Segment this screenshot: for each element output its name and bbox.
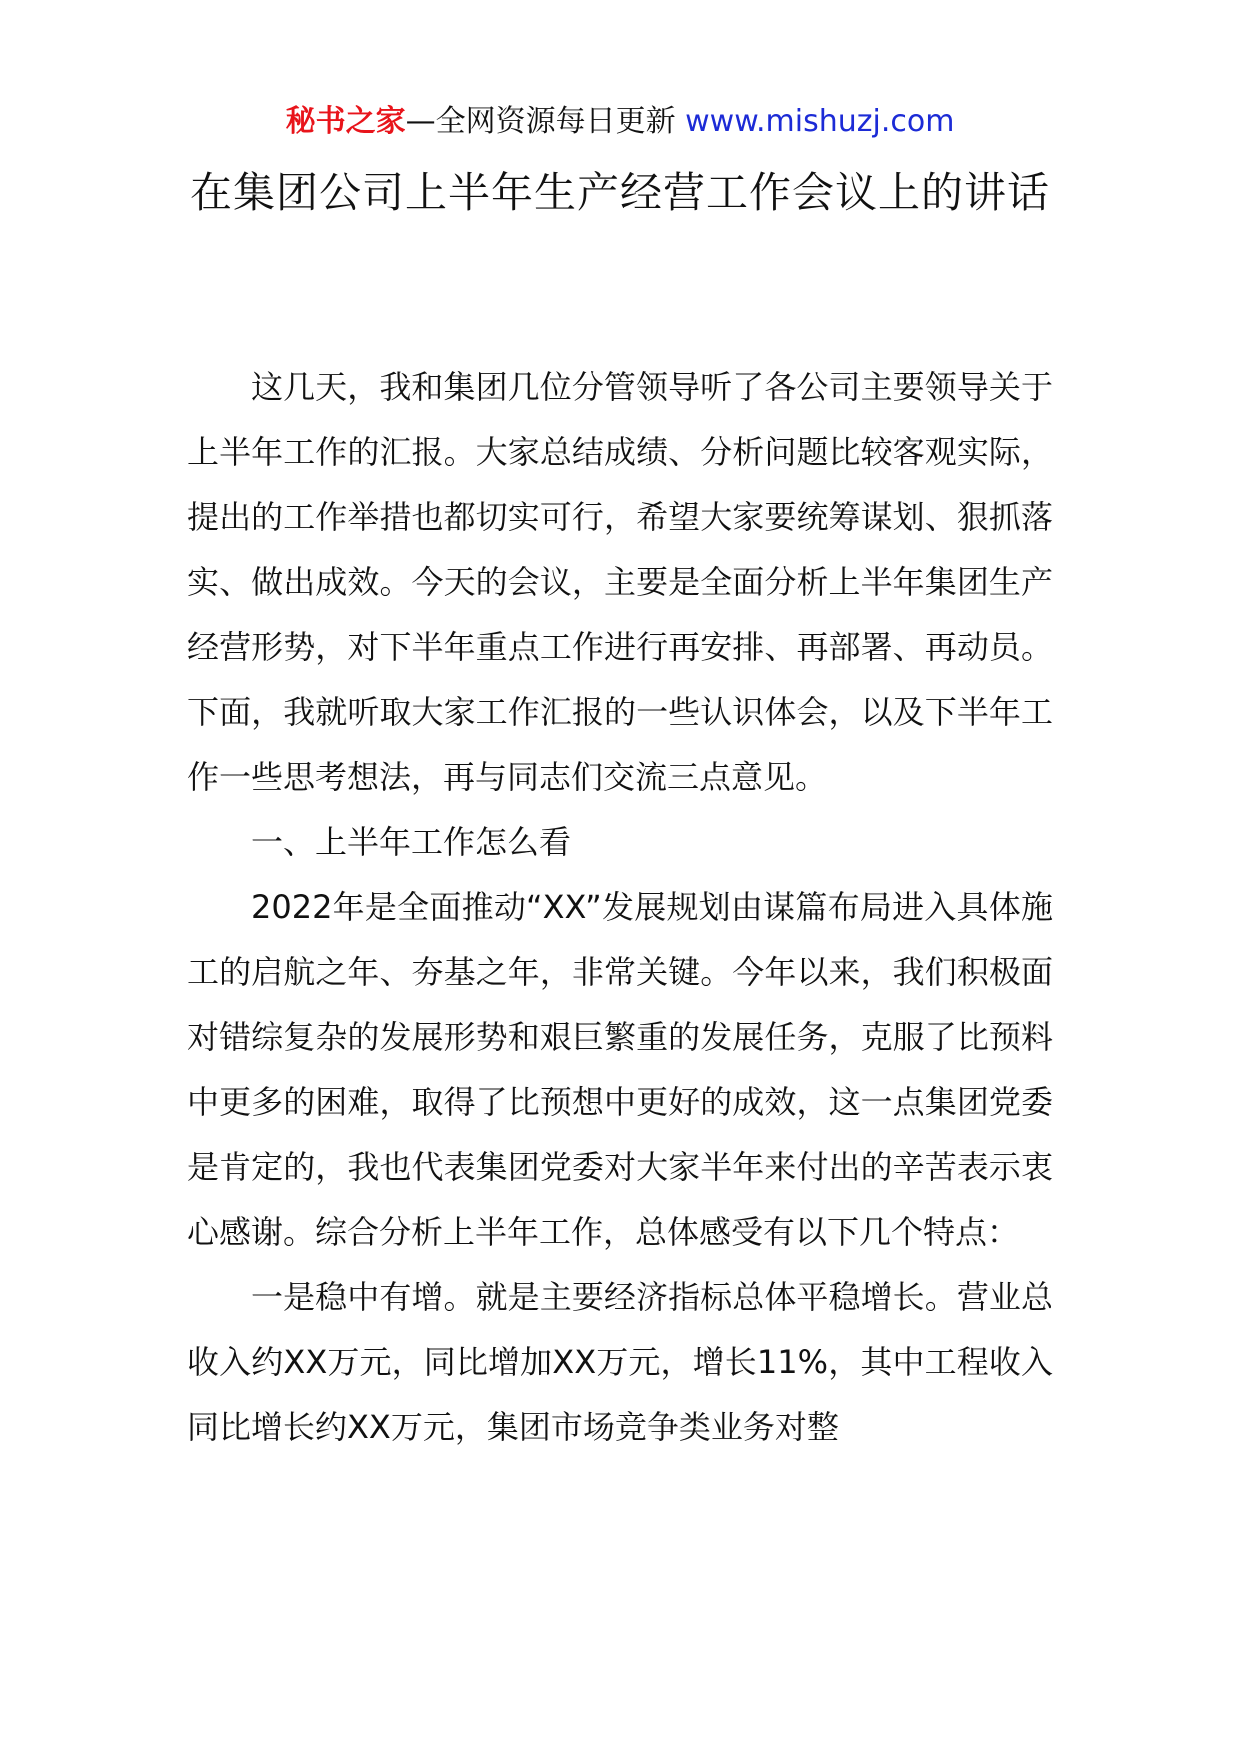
document-title: 在集团公司上半年生产经营工作会议上的讲话 <box>189 168 1050 217</box>
paragraph-overview: 2022年是全面推动“XX”发展规划由谋篇布局进入具体施工的启航之年、夯基之年，非常关键。今年以来，我们积极面对错综复杂的发展形势和艰巨繁重的发展任务，克服了比预料中更多的困难，取得了比预想中更好的成效，这一点集团党委是肯定的，我也代表集团党委对大家半年来付出的辛苦表示衷心感谢。综合分析上半年工作，总体感受有以下几个特点： <box>187 888 1053 1251</box>
site-url-link[interactable]: www.mishuzj.com <box>685 104 955 139</box>
document-body <box>187 355 1053 1460</box>
paragraph-intro: 这几天，我和集团几位分管领导听了各公司主要领导关于上半年工作的汇报。大家总结成绩、分析问题比较客观实际，提出的工作举措也都切实可行，希望大家要统筹谋划、狠抓落实、做出成效。今天的会议，主要是全面分析上半年集团生产经营形势，对下半年重点工作进行再安排、再部署、再动员。下面，我就听取大家工作汇报的一些认识体会，以及下半年工作一些思考想法，再与同志们交流三点意见。 <box>187 368 1053 796</box>
section-heading-1: 一、上半年工作怎么看 <box>251 823 572 861</box>
site-brand: 秘书之家 <box>285 104 406 139</box>
paragraph-point-1: 一是稳中有增。就是主要经济指标总体平稳增长。营业总收入约XX万元，同比增加XX万元，增长11%，其中工程收入同比增长约XX万元，集团市场竞争类业务对整 <box>187 1278 1053 1446</box>
site-tagline: —全网资源每日更新 <box>405 104 676 139</box>
site-banner <box>0 100 1240 144</box>
